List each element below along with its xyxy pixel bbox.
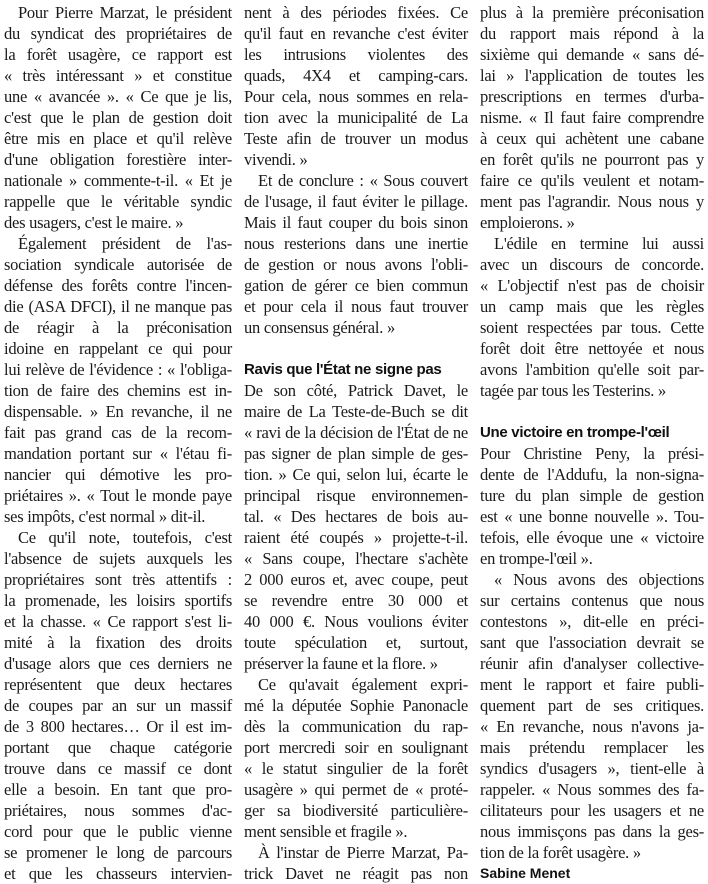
text-line: et pour cela il nous faut trouver — [244, 297, 468, 316]
text-line: et la chasse. « Ce rapport s'est li- — [4, 612, 232, 631]
text-line: fait pas grand cas de la recom- — [4, 423, 232, 442]
text-line: cilitateurs pour les usagers et ne — [480, 801, 704, 820]
text-line: mais prétendu remplacer les — [480, 738, 704, 757]
text-line: port mercredi soir en soulignant — [244, 738, 468, 757]
text-line: faire ce qu'ils veulent et notam- — [480, 171, 704, 190]
text-line: maire de La Teste-de-Buch se dit — [244, 402, 468, 421]
text-line: avec un discours de concorde. — [480, 255, 704, 274]
text-line: contestons », dit-elle en préci- — [480, 612, 704, 631]
text-line: à ceux qui achètent une cabane — [480, 129, 704, 148]
text-line: nisme. « Il faut faire comprendre — [480, 108, 704, 127]
text-line: Pour cela, nous sommes en rela- — [244, 87, 468, 106]
text-line: mé la députée Sophie Panonacle — [244, 696, 468, 715]
text-line: nous resterions dans une inertie — [244, 234, 468, 253]
text-line: mandation portant sur « l'étau fi- — [4, 444, 232, 463]
text-line: la forêt usagère, ce rapport est — [4, 45, 232, 64]
text-line: préserver la faune et la flore. » — [244, 654, 438, 673]
text-line: du syndicat des propriétaires de — [4, 24, 232, 43]
text-line: nancier qui démotive les pro- — [4, 465, 232, 484]
article-column-2 — [244, 2, 468, 884]
text-line: des usagers, c'est le maire. » — [4, 213, 184, 232]
text-line: de l'usage, il faut éviter le pillage. — [244, 192, 468, 211]
text-line: la promenade, les loisirs sportifs — [4, 591, 232, 610]
text-line: tion avec la municipalité de La — [244, 108, 468, 127]
text-line: un consensus général. » — [244, 318, 395, 337]
text-line: Pour Christine Peny, la prési- — [480, 444, 704, 463]
text-line: portant que chaque catégorie — [4, 738, 232, 757]
text-line: défense des forêts contre l'incen- — [4, 276, 232, 295]
text-line: Mais il faut couper du bois sinon — [244, 213, 468, 232]
text-line: se revendre entre 30 000 et — [244, 591, 468, 610]
text-line: de 3 800 hectares… Or il est im- — [4, 717, 232, 736]
text-line: nationale » commente-t-il. « Et je — [4, 171, 232, 190]
text-line: « Sans coupe, l'hectare s'achète — [244, 549, 468, 568]
section-heading: Ravis que l'État ne signe pas — [244, 361, 442, 378]
article-column-3 — [480, 2, 704, 884]
text-line: « le statut singulier de la forêt — [244, 759, 468, 778]
text-line: un camp mais que les règles — [480, 297, 704, 316]
text-line: est « une bonne nouvelle ». Tou- — [480, 507, 704, 526]
section-heading: Une victoire en trompe-l'œil — [480, 424, 670, 441]
text-line: de gestion or nous avons l'obli- — [244, 255, 468, 274]
text-line: ment pas l'agrandir. Nous nous y — [480, 192, 704, 211]
text-line: plus à la première préconisation — [480, 3, 704, 22]
text-line: pas signer de plan simple de ges- — [244, 444, 468, 463]
text-line: ture du plan simple de gestion — [480, 486, 704, 505]
text-line: l'absence de sujets auxquels les — [4, 549, 232, 568]
text-line: 2 000 euros et, avec coupe, peut — [244, 570, 468, 589]
text-line: priétaires, nous sommes d'ac- — [4, 801, 232, 820]
text-line: tagée par tous les Testerins. » — [480, 381, 666, 400]
text-line: en trompe-l'œil ». — [480, 549, 593, 568]
text-line: dès la communication du rap- — [244, 717, 468, 736]
text-line: lui relève de l'évidence : « l'obliga- — [4, 360, 232, 379]
text-line: forêt doit être nettoyée et nous — [480, 339, 704, 358]
text-line: Ce qu'il note, toutefois, c'est — [18, 528, 232, 547]
text-line: quads, 4X4 et camping-cars. — [244, 66, 468, 85]
text-line: tefois, elle évoque une « victoire — [480, 528, 704, 547]
text-line: mité à la fixation des droits — [4, 633, 232, 652]
text-line: « En revanche, nous n'avons ja- — [480, 717, 704, 736]
text-line: « L'objectif n'est pas de choisir — [480, 276, 704, 295]
text-line: ger sa biodiversité particulière- — [244, 801, 468, 820]
author-byline: Sabine Menet — [480, 865, 571, 881]
text-line: quement part de ses critiques. — [480, 696, 704, 715]
text-line: ment le rapport et faire publi- — [480, 675, 704, 694]
text-line: sixième qui demande « sans dé- — [480, 45, 704, 64]
text-line: raient été coupés » projette-t-il. — [244, 528, 468, 547]
text-line: Pour Pierre Marzat, le président — [18, 3, 232, 22]
text-line: qu'il faut en revanche c'est éviter — [244, 24, 468, 43]
text-line: vivendi. » — [244, 150, 308, 169]
paragraph-gap — [244, 338, 468, 359]
text-line: nent à des périodes fixées. Ce — [244, 3, 468, 22]
article-column-1 — [4, 2, 232, 884]
text-line: toute spéculation et, surtout, — [244, 633, 468, 652]
text-line: tal. « Des hectares de bois au- — [244, 507, 468, 526]
text-line: tion. » Ce qui, selon lui, écarte le — [244, 465, 468, 484]
text-line: À l'instar de Pierre Marzat, Pa- — [258, 843, 468, 862]
text-line: c'est que le plan de gestion doit — [4, 108, 232, 127]
text-line: en forêt qu'ils ne pourront pas y — [480, 150, 704, 169]
text-line: Et de conclure : « Sous couvert — [258, 171, 468, 190]
text-line: du rapport mais répond à la — [480, 24, 704, 43]
text-line: représentent que deux hectares — [4, 675, 232, 694]
text-line: Teste afin de trouver un modus — [244, 129, 468, 148]
text-line: « Nous avons des objections — [494, 570, 704, 589]
text-line: prescriptions en termes d'urba- — [480, 87, 704, 106]
text-line: une « avancée ». « Ce que je lis, — [4, 87, 232, 106]
text-line: se promener le long de parcours — [4, 843, 232, 862]
text-line: sant que l'association devrait se — [480, 633, 704, 652]
text-line: et que les chasseurs intervien- — [4, 864, 232, 883]
text-line: « très intéressant » et constitue — [4, 66, 232, 85]
text-line: sur certains contenus que nous — [480, 591, 704, 610]
text-line: ses impôts, c'est normal » dit-il. — [4, 507, 206, 526]
text-line: réunir afin d'analyser collective- — [480, 654, 704, 673]
text-line: ment sensible et fragile ». — [244, 822, 408, 841]
paragraph-gap — [480, 401, 704, 422]
text-line: dente de l'Addufu, la non-signa- — [480, 465, 704, 484]
text-line: lai » l'application de toutes les — [480, 66, 704, 85]
text-line: emploierons. » — [480, 213, 575, 232]
text-line: propriétaires sont très attentifs : — [4, 570, 232, 589]
text-line: principal risque environnemen- — [244, 486, 468, 505]
text-line: d'une obligation forestière inter- — [4, 150, 232, 169]
text-line: dispensable. » En revanche, il ne — [4, 402, 232, 421]
text-line: tion de faire des chemins est in- — [4, 381, 232, 400]
text-line: trouve dans ce massif ce dont — [4, 759, 232, 778]
text-line: L'édile en termine lui aussi — [494, 234, 704, 253]
text-line: idoine en rappelant ce qui pour — [4, 339, 232, 358]
text-line: les intrusions violentes des — [244, 45, 468, 64]
text-line: De son côté, Patrick Davet, le — [244, 381, 468, 400]
text-line: syndics d'usagers », tient-elle à — [480, 759, 704, 778]
text-line: tion de la forêt usagère. » — [480, 843, 641, 862]
text-line: de coupes par an sur un massif — [4, 696, 232, 715]
text-line: avons l'ambition qu'elle soit par- — [480, 360, 704, 379]
text-line: die (ASA DFCI), il ne manque pas — [4, 297, 232, 316]
text-line: nous immisçons pas dans la ges- — [480, 822, 704, 841]
text-line: cord pour que le public vienne — [4, 822, 232, 841]
text-line: usagère » qui permet de « proté- — [244, 780, 468, 799]
text-line: trick Davet ne réagit pas non — [244, 864, 468, 883]
text-line: priétaires ». « Tout le monde paye — [4, 486, 232, 505]
text-line: sociation syndicale autorisée de — [4, 255, 232, 274]
text-line: elle a besoin. En tant que pro- — [4, 780, 232, 799]
text-line: de réagir à la préconisation — [4, 318, 232, 337]
text-line: soient respectées par tous. Cette — [480, 318, 704, 337]
text-line: rappeler. « Nous sommes des fa- — [480, 780, 704, 799]
text-line: 40 000 €. Nous voulions éviter — [244, 612, 468, 631]
text-line: Également président de l'as- — [18, 234, 232, 253]
text-line: d'usage alors que ces derniers ne — [4, 654, 232, 673]
text-line: gation de gérer ce bien commun — [244, 276, 468, 295]
text-line: être mis en place et qu'il relève — [4, 129, 232, 148]
text-line: « ravi de la décision de l'État de ne — [244, 423, 468, 442]
text-line: Ce qu'avait également expri- — [258, 675, 468, 694]
text-line: rappelle que le véritable syndic — [4, 192, 232, 211]
